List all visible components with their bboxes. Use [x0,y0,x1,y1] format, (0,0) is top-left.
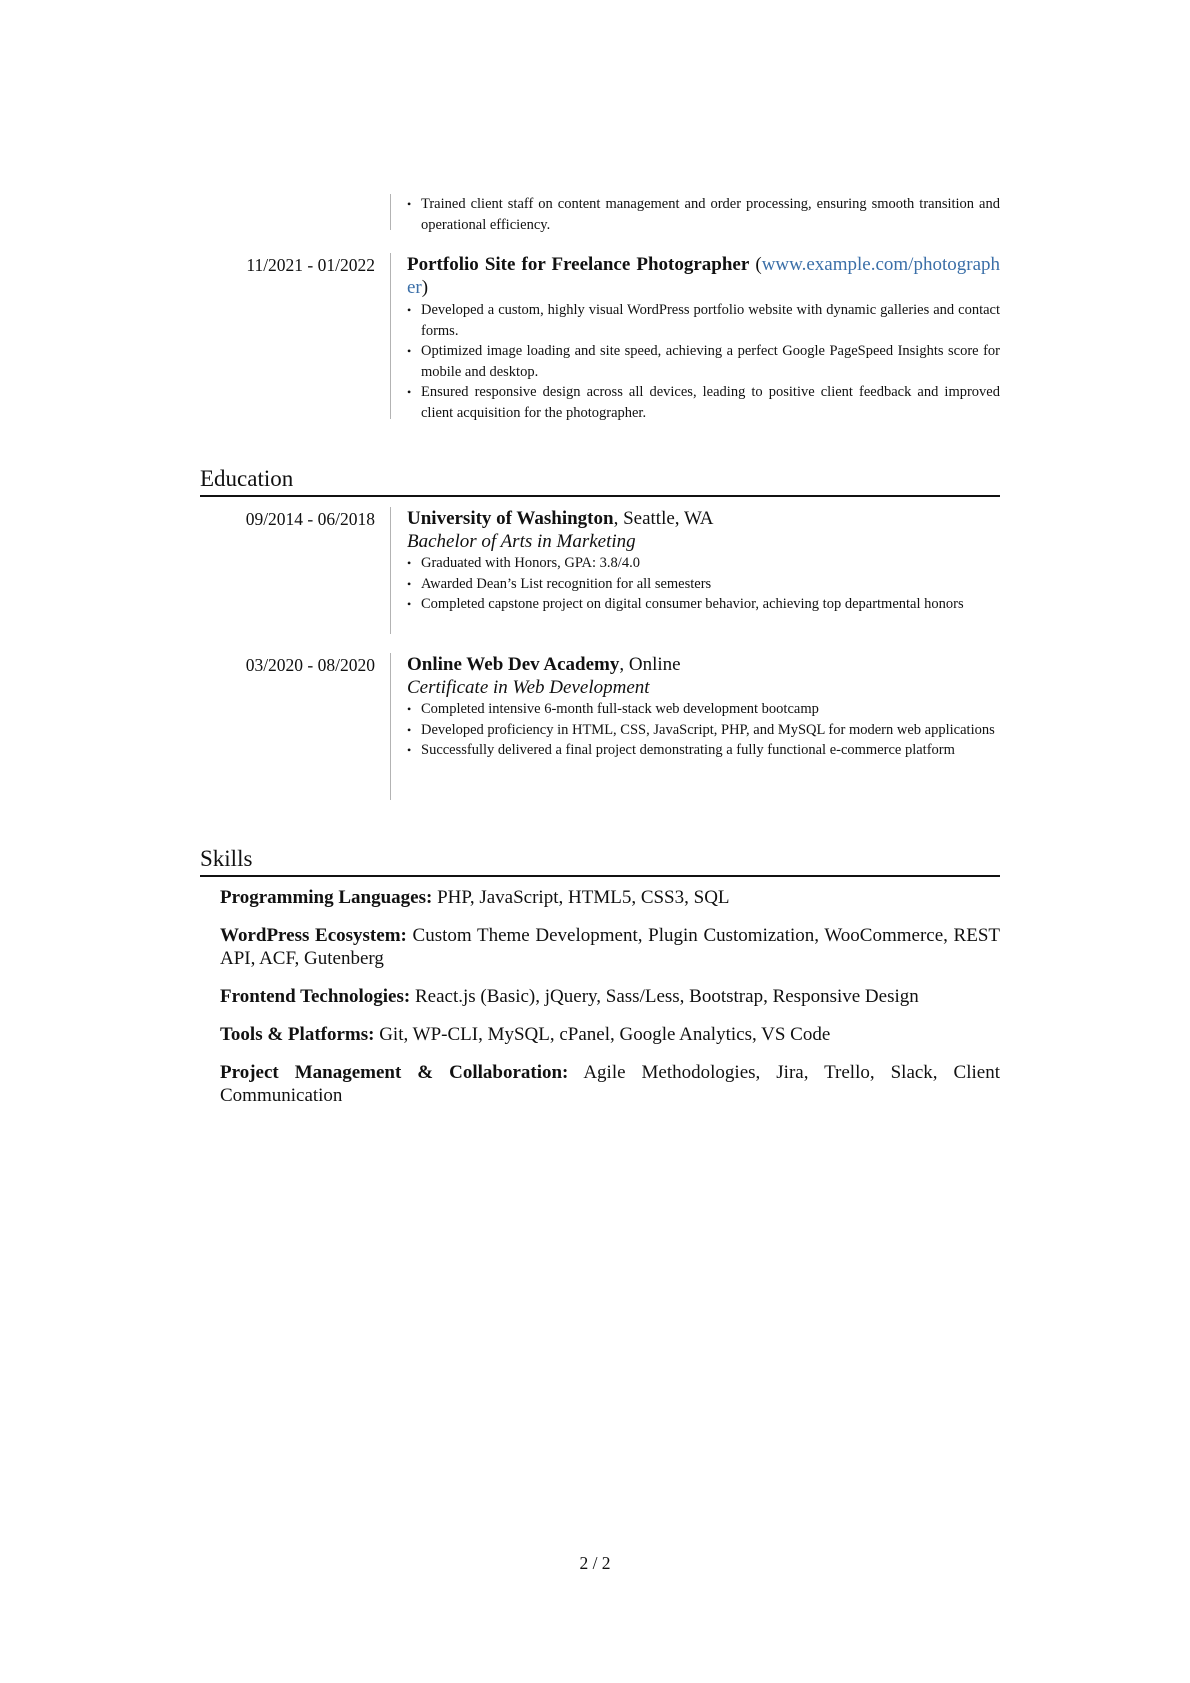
skill-value: PHP, JavaScript, HTML5, CSS3, SQL [432,887,730,908]
bullet-list [407,300,1000,423]
entry-body [390,194,1000,235]
institution-name: University of Washington [407,508,614,529]
entry-title [407,507,1000,530]
skill-row-tools [220,1023,1000,1046]
skill-value: Agile Methodologies, Jira, Trello, Slack, Client Communication [220,1062,1000,1106]
skill-label: Frontend Technologies: [220,986,411,1007]
entry-date: 09/2014 - 06/2018 [245,509,375,529]
bullet-item: • Awarded Dean’s List recognition for all semesters [407,574,1000,595]
skill-value: Custom Theme Development, Plugin Customization, WooCommerce, REST API, ACF, Gutenberg [220,925,1001,969]
bullet-item: • Graduated with Honors, GPA: 3.8/4.0 [407,553,1000,574]
skill-value: Git, WP-CLI, MySQL, cPanel, Google Analytics, VS Code [374,1024,831,1045]
bullet-item: • Optimized image loading and site speed, achieving a perfect Google PageSpeed Insights score for mobile and desktop. [407,341,1000,382]
entry-title [407,253,1000,299]
institution-location: , Seattle, WA [613,508,714,529]
bullet-item: • Developed a custom, highly visual WordPress portfolio website with dynamic galleries and contact forms. [407,300,1000,341]
bullet-item: • Trained client staff on content management and order processing, ensuring smooth transition and operational efficiency. [407,194,1000,235]
project-link[interactable]: www.example.com/photographer [407,254,1001,298]
degree-title: Bachelor of Arts in Marketing [407,531,636,552]
page-number: 2 / 2 [579,1553,611,1573]
skill-label: Tools & Platforms: [220,1024,375,1045]
skills-list [220,886,1000,1122]
entry-title [407,653,1000,676]
skill-row-programming [220,886,1000,909]
bullet-item: • Completed capstone project on digital consumer behavior, achieving top departmental honors [407,594,1000,615]
paren-open: ( [755,254,762,275]
skill-label: WordPress Ecosystem: [220,925,407,946]
skill-row-wordpress [220,924,1000,970]
entry-date: 11/2021 - 01/2022 [246,255,375,275]
bullet-item: • Completed intensive 6-month full-stack web development bootcamp [407,699,1000,720]
project-name: Portfolio Site for Freelance Photographer [407,254,750,275]
entry-body [390,253,1000,423]
paren-close: ) [421,277,429,298]
bullet-list [407,553,1000,615]
skill-label: Project Management & Collaboration: [220,1062,569,1083]
entry-body [390,507,1000,615]
degree-title: Certificate in Web Development [407,677,650,698]
entry-body [390,653,1000,761]
bullet-list [407,699,1000,761]
skill-value: React.js (Basic), jQuery, Sass/Less, Bootstrap, Responsive Design [410,986,919,1007]
institution-location: , Online [619,654,681,675]
entry-date: 03/2020 - 08/2020 [245,655,375,675]
skill-row-frontend [220,985,1000,1008]
section-heading-education: Education [200,465,1000,497]
section-heading-skills: Skills [200,845,1000,877]
skill-label: Programming Languages: [220,887,433,908]
bullet-item: • Successfully delivered a final project demonstrating a fully functional e-commerce platform [407,740,1000,761]
bullet-list [407,194,1000,235]
skill-row-project-management [220,1061,1000,1107]
bullet-item: • Ensured responsive design across all devices, leading to positive client feedback and improved client acquisition for the photographer. [407,382,1000,423]
institution-name: Online Web Dev Academy [407,654,620,675]
bullet-item: • Developed proficiency in HTML, CSS, JavaScript, PHP, and MySQL for modern web applications [407,720,1000,741]
